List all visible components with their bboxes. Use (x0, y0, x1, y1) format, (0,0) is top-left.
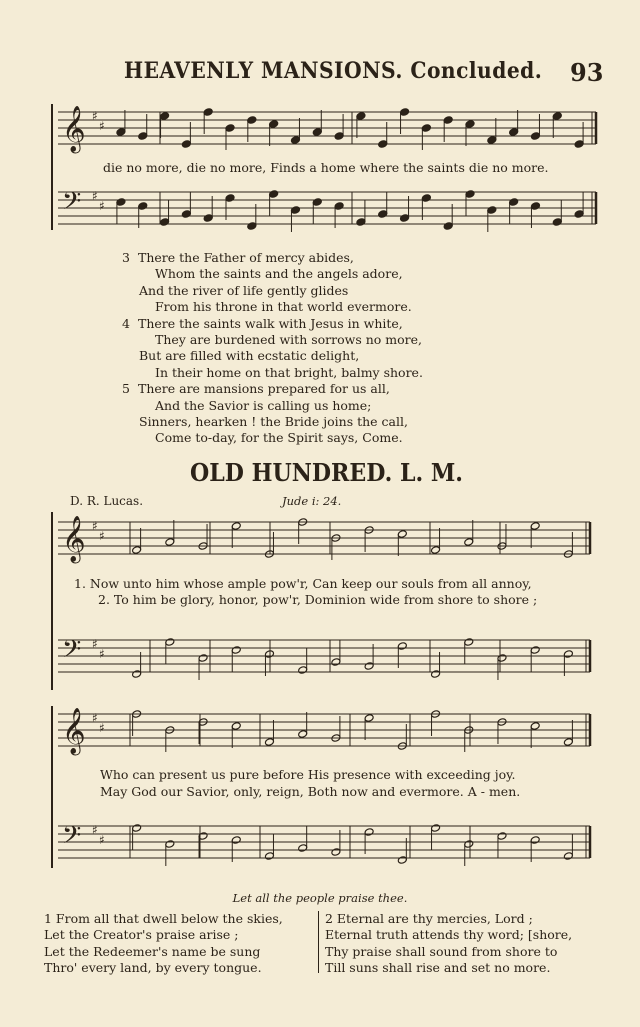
note-head (269, 120, 279, 129)
verse-number: 3 (122, 250, 130, 265)
column-divider (318, 911, 319, 973)
note-head (563, 650, 573, 659)
note-head (132, 546, 142, 555)
caption: Let all the people praise thee. (232, 891, 408, 905)
note-head (443, 222, 453, 231)
note-head (203, 214, 213, 223)
note-head (290, 136, 300, 145)
note-head (465, 120, 475, 129)
note-head (431, 546, 441, 555)
note-head (132, 824, 142, 833)
note-head (312, 198, 322, 207)
note-head (264, 852, 274, 861)
note-head (165, 538, 175, 547)
note-head (400, 214, 410, 223)
note-head (312, 128, 322, 137)
sharp-sign: ♯ (99, 647, 105, 661)
verse-line: And the Savior is calling us home; (155, 397, 372, 413)
note-head (247, 116, 257, 125)
note-head (443, 116, 453, 125)
note-head (465, 190, 475, 199)
note-head (364, 828, 374, 837)
verse-line: 1 From all that dwell below the skies, (44, 911, 283, 926)
note-head (397, 530, 407, 539)
note-head (530, 646, 540, 655)
note-head (165, 840, 175, 849)
bass-clef: 𝄢 (62, 821, 82, 856)
bottom-verse-right (325, 911, 572, 977)
verse-line: Eternal truth attends thy word; [shore, (325, 927, 573, 943)
note-head (165, 638, 175, 647)
sharp-sign: ♯ (92, 109, 98, 123)
treble-clef: 𝄞 (62, 516, 86, 562)
note-head (298, 666, 308, 675)
note-head (530, 132, 540, 141)
verse-line: From his throne in that world evermore. (155, 299, 412, 315)
bottom-verse-left (44, 911, 283, 977)
note-head (497, 654, 507, 663)
note-head (334, 202, 344, 211)
note-head (563, 852, 573, 861)
note-head (116, 198, 126, 207)
hymn-title: OLD HUNDRED. L. M. (190, 458, 463, 487)
note-head (264, 738, 274, 747)
sharp-sign: ♯ (99, 199, 105, 213)
verse-line: Sinners, hearken ! the Bride joins the call, (139, 414, 408, 430)
note-head (160, 218, 170, 227)
bass-clef: 𝄢 (62, 187, 82, 222)
verse-line: In their home on that bright, balmy shore. (155, 364, 423, 380)
sharp-sign: ♯ (92, 519, 98, 533)
note-head (530, 522, 540, 531)
note-head (269, 190, 279, 199)
sharp-sign: ♯ (92, 637, 98, 651)
note-head (509, 198, 519, 207)
note-head (530, 836, 540, 845)
note-head (138, 132, 148, 141)
sharp-sign: ♯ (92, 189, 98, 203)
verse-3 (122, 250, 423, 316)
scripture-reference: Jude i: 24. (282, 494, 342, 508)
system1-lyric-1: 1. Now unto him whose ample pow'r, Can keep our souls from all annoy, (74, 576, 532, 591)
composer: D. R. Lucas. (70, 494, 144, 508)
note-head (431, 824, 441, 833)
note-head (397, 856, 407, 865)
system2-lyric-1: Who can present us pure before His presence with exceeding joy. (100, 767, 516, 782)
note-head (298, 730, 308, 739)
treble-clef: 𝄞 (62, 106, 86, 152)
note-head (116, 128, 126, 137)
note-head (225, 194, 235, 203)
verse-5 (122, 381, 423, 447)
note-head (331, 848, 341, 857)
note-head (509, 128, 519, 137)
note-head (487, 206, 497, 215)
verse-line: There the saints walk with Jesus in white, (138, 315, 403, 331)
note-head (290, 206, 300, 215)
note-head (431, 670, 441, 679)
note-head (231, 646, 241, 655)
note-head (331, 658, 341, 667)
note-head (225, 124, 235, 133)
sharp-sign: ♯ (99, 529, 105, 543)
note-head (364, 662, 374, 671)
treble-clef: 𝄞 (62, 708, 86, 754)
note-head (364, 714, 374, 723)
note-head (464, 638, 474, 647)
verse-line: Till suns shall rise and set no more. (325, 960, 551, 976)
note-head (264, 650, 274, 659)
note-head (552, 112, 562, 121)
sharp-sign: ♯ (99, 833, 105, 847)
verse-line: But are filled with ecstatic delight, (139, 348, 360, 364)
note-head (464, 538, 474, 547)
note-head (356, 112, 366, 121)
sharp-sign: ♯ (92, 711, 98, 725)
sharp-sign: ♯ (99, 119, 105, 133)
verse-4 (122, 316, 423, 382)
note-head (231, 722, 241, 731)
note-head (298, 844, 308, 853)
note-head (181, 210, 191, 219)
page-running-title: HEAVENLY MANSIONS. Concluded. (124, 58, 543, 84)
note-head (464, 840, 474, 849)
verse-line: Let the Redeemer's name be sung (44, 943, 261, 959)
note-head (160, 112, 170, 121)
verse-line: Thy praise shall sound from shore to (325, 943, 558, 959)
page-number: 93 (570, 58, 604, 87)
verses-block (122, 250, 423, 447)
verse-line: Come to-day, for the Spirit says, Come. (155, 430, 403, 446)
verse-line: Thro' every land, by every tongue. (44, 960, 262, 976)
verse-line: There the Father of mercy abides, (138, 250, 354, 265)
system2-lyric-2: May God our Savior, only, reign, Both now and evermore. A - men. (100, 784, 521, 799)
note-head (231, 522, 241, 531)
note-head (574, 210, 584, 219)
note-head (563, 738, 573, 747)
verse-line: There are mansions prepared for us all, (138, 381, 390, 397)
verse-line: Whom the saints and the angels adore, (155, 266, 403, 282)
note-head (378, 210, 388, 219)
note-head (247, 222, 257, 231)
note-head (378, 140, 388, 149)
note-head (530, 722, 540, 731)
bass-clef: 𝄢 (62, 635, 82, 670)
note-head (203, 108, 213, 117)
note-head (421, 124, 431, 133)
note-head (138, 202, 148, 211)
note-head (574, 140, 584, 149)
note-head (397, 642, 407, 651)
sharp-sign: ♯ (92, 823, 98, 837)
verse-line: 2 Eternal are thy mercies, Lord ; (325, 911, 533, 926)
note-head (400, 108, 410, 117)
note-head (181, 140, 191, 149)
verse-number: 5 (122, 381, 130, 397)
note-head (132, 670, 142, 679)
sharp-sign: ♯ (99, 721, 105, 735)
note-head (530, 202, 540, 211)
top-system-lyric: die no more, die no more, Finds a home where the saints die no more. (103, 160, 549, 175)
note-head (421, 194, 431, 203)
verse-number: 4 (122, 315, 130, 331)
note-head (552, 218, 562, 227)
system1-lyric-2: 2. To him be glory, honor, pow'r, Dominion wide from shore to shore ; (98, 592, 538, 607)
verse-line: They are burdened with sorrows no more, (155, 332, 422, 348)
note-head (356, 218, 366, 227)
note-head (334, 132, 344, 141)
note-head (198, 654, 208, 663)
note-head (487, 136, 497, 145)
verse-line: And the river of life gently glides (139, 282, 349, 298)
note-head (497, 832, 507, 841)
note-head (231, 836, 241, 845)
verse-line: Let the Creator's praise arise ; (44, 927, 239, 943)
